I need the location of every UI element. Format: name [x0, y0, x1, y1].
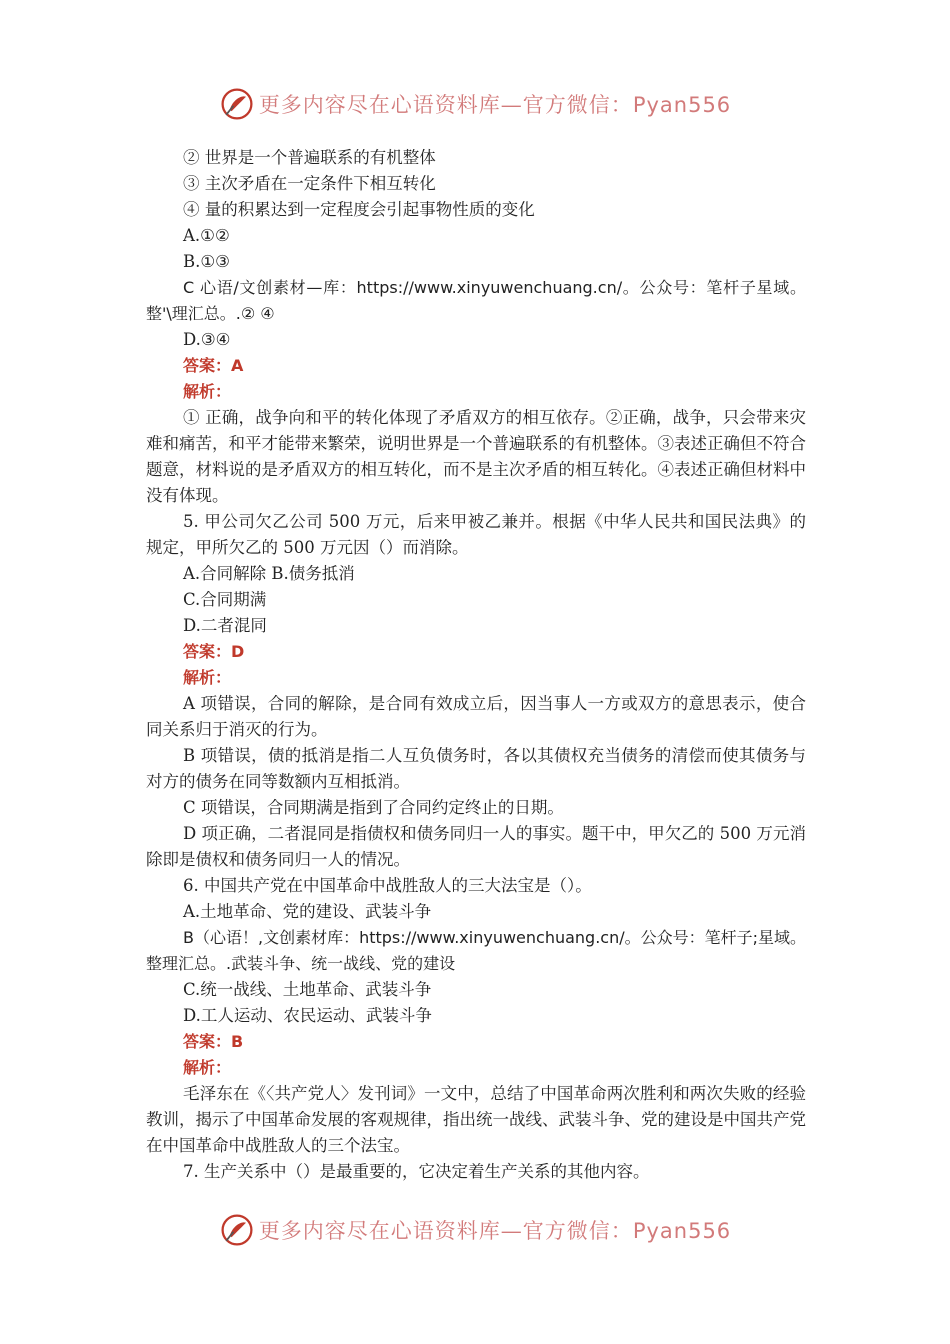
document-body [146, 145, 806, 1185]
answer-label: 答案：D [183, 642, 245, 661]
option-line: D.工人运动、农民运动、武装斗争 [183, 1006, 432, 1025]
header-banner-text: 更多内容尽在心语资料库—官方微信：Pyan556 [258, 93, 732, 117]
text-line: ④ 量的积累达到一定程度会引起事物性质的变化 [183, 200, 535, 219]
option-line: A.①② [183, 226, 230, 245]
option-line: C 心语/文创素材—库：https://www.xinyuwenchuang.cn/。公众号：笔杆子星域。整'\理汇总。.② ④ [146, 278, 806, 323]
logo-icon [219, 86, 255, 122]
analysis-paragraph: B 项错误，债的抵消是指二人互负债务时，各以其债权充当债务的清偿而使其债务与对方的债务在同等数额内互相抵消。 [146, 746, 806, 791]
text-line: ② 世界是一个普遍联系的有机整体 [183, 148, 436, 167]
option-line: D.③④ [183, 330, 231, 349]
header-banner [0, 82, 950, 126]
option-line: B（心语！,文创素材库：https://www.xinyuwenchuang.cn/。公众号：笔杆子;星域。整理汇总。.武装斗争、统一战线、党的建设 [146, 928, 807, 973]
analysis-label: 解析： [183, 668, 232, 687]
answer-label: 答案：B [183, 1032, 244, 1051]
option-line: C.合同期满 [183, 590, 267, 609]
analysis-label: 解析： [183, 1058, 232, 1077]
option-line: A.合同解除 B.债务抵消 [183, 564, 355, 583]
analysis-paragraph: ① 正确，战争向和平的转化体现了矛盾双方的相互依存。②正确，战争，只会带来灾难和痛苦，和平才能带来繁荣，说明世界是一个普遍联系的有机整体。③表述正确但不符合题意，材料说的是矛盾双方的相互转化，而不是主次矛盾的相互转化。④表述正确但材料中没有体现。 [146, 408, 806, 505]
analysis-label: 解析： [183, 382, 232, 401]
analysis-paragraph: A 项错误，合同的解除，是合同有效成立后，因当事人一方或双方的意思表示，使合同关系归于消灭的行为。 [146, 694, 806, 739]
question-paragraph: 7. 生产关系中（）是最重要的，它决定着生产关系的其他内容。 [183, 1162, 650, 1181]
analysis-paragraph: 毛泽东在《〈共产党人〉发刊词》一文中，总结了中国革命两次胜利和两次失败的经验教训，揭示了中国革命发展的客观规律，指出统一战线、武装斗争、党的建设是中国共产党在中国革命中战胜敌人的三个法宝。 [146, 1084, 806, 1155]
option-line: D.二者混同 [183, 616, 267, 635]
option-line: C.统一战线、土地革命、武装斗争 [183, 980, 432, 999]
footer-banner [0, 1208, 950, 1252]
logo-icon [219, 1212, 255, 1248]
option-line: A.土地革命、党的建设、武装斗争 [183, 902, 432, 921]
text-line: ③ 主次矛盾在一定条件下相互转化 [183, 174, 436, 193]
question-paragraph: 5. 甲公司欠乙公司 500 万元，后来甲被乙兼并。根据《中华人民共和国民法典》的规定，甲所欠乙的 500 万元因（）而消除。 [146, 512, 806, 557]
question-paragraph: 6. 中国共产党在中国革命中战胜敌人的三大法宝是（）。 [183, 876, 592, 895]
footer-banner-text: 更多内容尽在心语资料库—官方微信：Pyan556 [258, 1219, 732, 1243]
answer-label: 答案：A [183, 356, 244, 375]
analysis-paragraph: C 项错误，合同期满是指到了合同约定终止的日期。 [183, 798, 564, 817]
analysis-paragraph: D 项正确，二者混同是指债权和债务同归一人的事实。题干中，甲欠乙的 500 万元消除即是债权和债务同归一人的情况。 [146, 824, 806, 869]
option-line: B.①③ [183, 252, 230, 271]
